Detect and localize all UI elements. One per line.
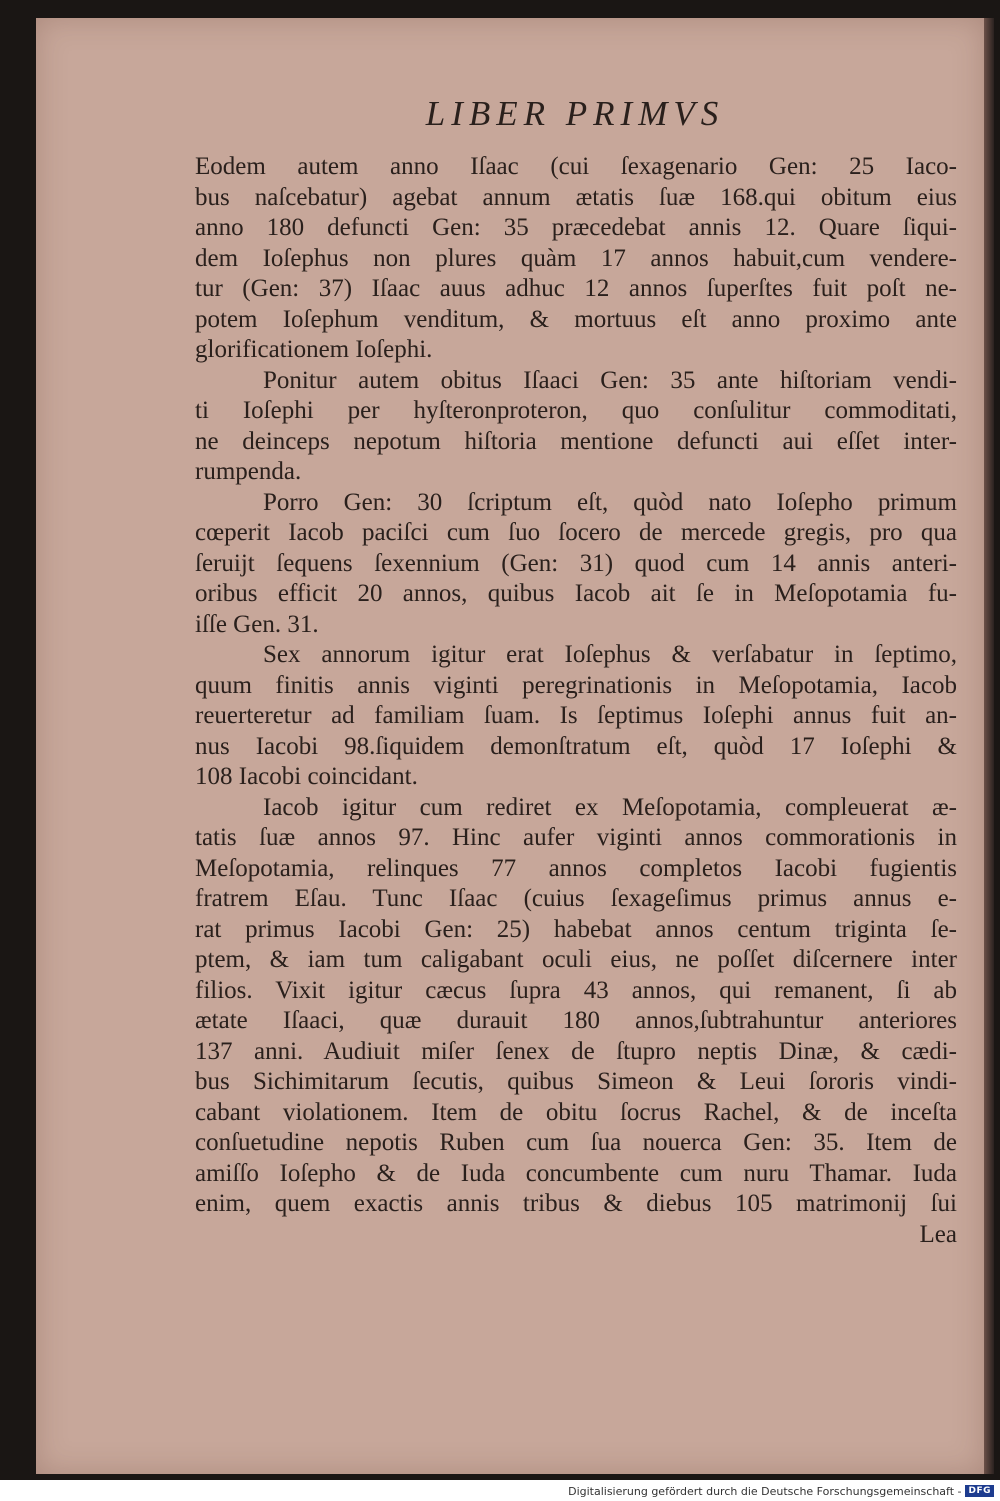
text-line: Sex annorum igitur erat Ioſephus & verſabatur in ſeptimo, bbox=[263, 641, 957, 668]
text-line: potem Ioſephum venditum, & mortuus eſt anno proximo ante bbox=[195, 305, 957, 333]
text-line: Eodem autem anno Iſaac (cui ſexagenario Gen: 25 Iaco- bbox=[195, 153, 957, 180]
text-line: Meſopotamia, relinques 77 annos completos Iacobi fugientis bbox=[195, 854, 957, 882]
text-line: enim, quem exactis annis tribus & diebus 105 matrimonij ſui bbox=[195, 1190, 957, 1217]
text-line: iſſe Gen. 31. bbox=[195, 610, 319, 638]
funding-notice: Digitalisierung gefördert durch die Deutsche Forschungsgemeinschaft - bbox=[568, 1484, 962, 1498]
text-line: ti Ioſephi per hyſteronproteron, quo conſulitur commoditati, bbox=[195, 397, 957, 424]
page-edge bbox=[984, 18, 994, 1474]
body-text bbox=[195, 152, 957, 1250]
text-line: tur (Gen: 37) Iſaac auus adhuc 12 annos ſuperſtes fuit poſt ne- bbox=[195, 275, 957, 302]
text-line: ætate Iſaaci, quæ durauit 180 annos,ſubtrahuntur anteriores bbox=[195, 1007, 957, 1034]
text-line: bus Sichimitarum ſecutis, quibus Simeon & Leui ſororis vindi- bbox=[195, 1068, 957, 1095]
text-line: Iacob igitur cum rediret ex Meſopotamia, compleuerat æ- bbox=[263, 793, 957, 821]
text-line: fratrem Eſau. Tunc Iſaac (cuius ſexageſimus primus annus e- bbox=[195, 885, 957, 912]
text-line: cœperit Iacob paciſci cum ſuo ſocero de mercede gregis, pro qua bbox=[195, 519, 957, 546]
text-line: dem Ioſephus non plures quàm 17 annos habuit,cum vendere- bbox=[195, 244, 957, 272]
text-line: oribus efficit 20 annos, quibus Iacob ait ſe in Meſopotamia fu- bbox=[195, 580, 957, 607]
text-line: rat primus Iacobi Gen: 25) habebat annos centum triginta ſe- bbox=[195, 915, 957, 943]
text-line: ne deinceps nepotum hiſtoria mentione defuncti aui eſſet inter- bbox=[195, 427, 957, 455]
digitization-footer bbox=[568, 1483, 994, 1499]
text-line: cabant violationem. Item de obitu ſocrus Rachel, & de inceſta bbox=[195, 1098, 957, 1126]
text-line: amiſſo Ioſepho & de Iuda concumbente cum nuru Thamar. Iuda bbox=[195, 1159, 957, 1187]
text-line: tatis ſuæ annos 97. Hinc aufer viginti annos commorationis in bbox=[195, 824, 957, 851]
text-line: bus naſcebatur) agebat annum ætatis ſuæ 168.qui obitum eius bbox=[195, 183, 957, 211]
text-line: quum finitis annis viginti peregrinationis in Meſopotamia, Iacob bbox=[195, 671, 957, 699]
text-line: nus Iacobi 98.ſiquidem demonſtratum eſt, quòd 17 Ioſephi & bbox=[195, 732, 957, 760]
text-line: reuerteretur ad familiam ſuam. Is ſeptimus Ioſephi annus fuit an- bbox=[195, 702, 957, 729]
dfg-logo: DFG bbox=[965, 1485, 994, 1497]
text-line: filios. Vixit igitur cæcus ſupra 43 annos, qui remanent, ſi ab bbox=[195, 976, 957, 1004]
text-line: 108 Iacobi coincidant. bbox=[195, 763, 418, 790]
text-line: Ponitur autem obitus Iſaaci Gen: 35 ante hiſtoriam vendi- bbox=[263, 366, 957, 394]
text-line: conſuetudine nepotis Ruben cum ſua nouerca Gen: 35. Item de bbox=[195, 1129, 957, 1156]
text-line: 137 anni. Audiuit miſer ſenex de ſtupro neptis Dinæ, & cædi- bbox=[195, 1037, 957, 1065]
text-line: rumpenda. bbox=[195, 458, 302, 485]
catchword: Lea bbox=[919, 1220, 957, 1248]
running-head: LIBER PRIMVS bbox=[425, 94, 725, 133]
text-line: anno 180 defuncti Gen: 35 præcedebat annis 12. Quare ſiqui- bbox=[195, 214, 957, 241]
text-line: ptem, & iam tum caligabant oculi eius, ne poſſet diſcernere inter bbox=[195, 946, 957, 973]
text-line: ſeruijt ſequens ſexennium (Gen: 31) quod cum 14 annis anteri- bbox=[195, 549, 957, 577]
text-line: glorificationem Ioſephi. bbox=[195, 336, 433, 363]
text-line: Porro Gen: 30 ſcriptum eſt, quòd nato Ioſepho primum bbox=[263, 488, 957, 516]
